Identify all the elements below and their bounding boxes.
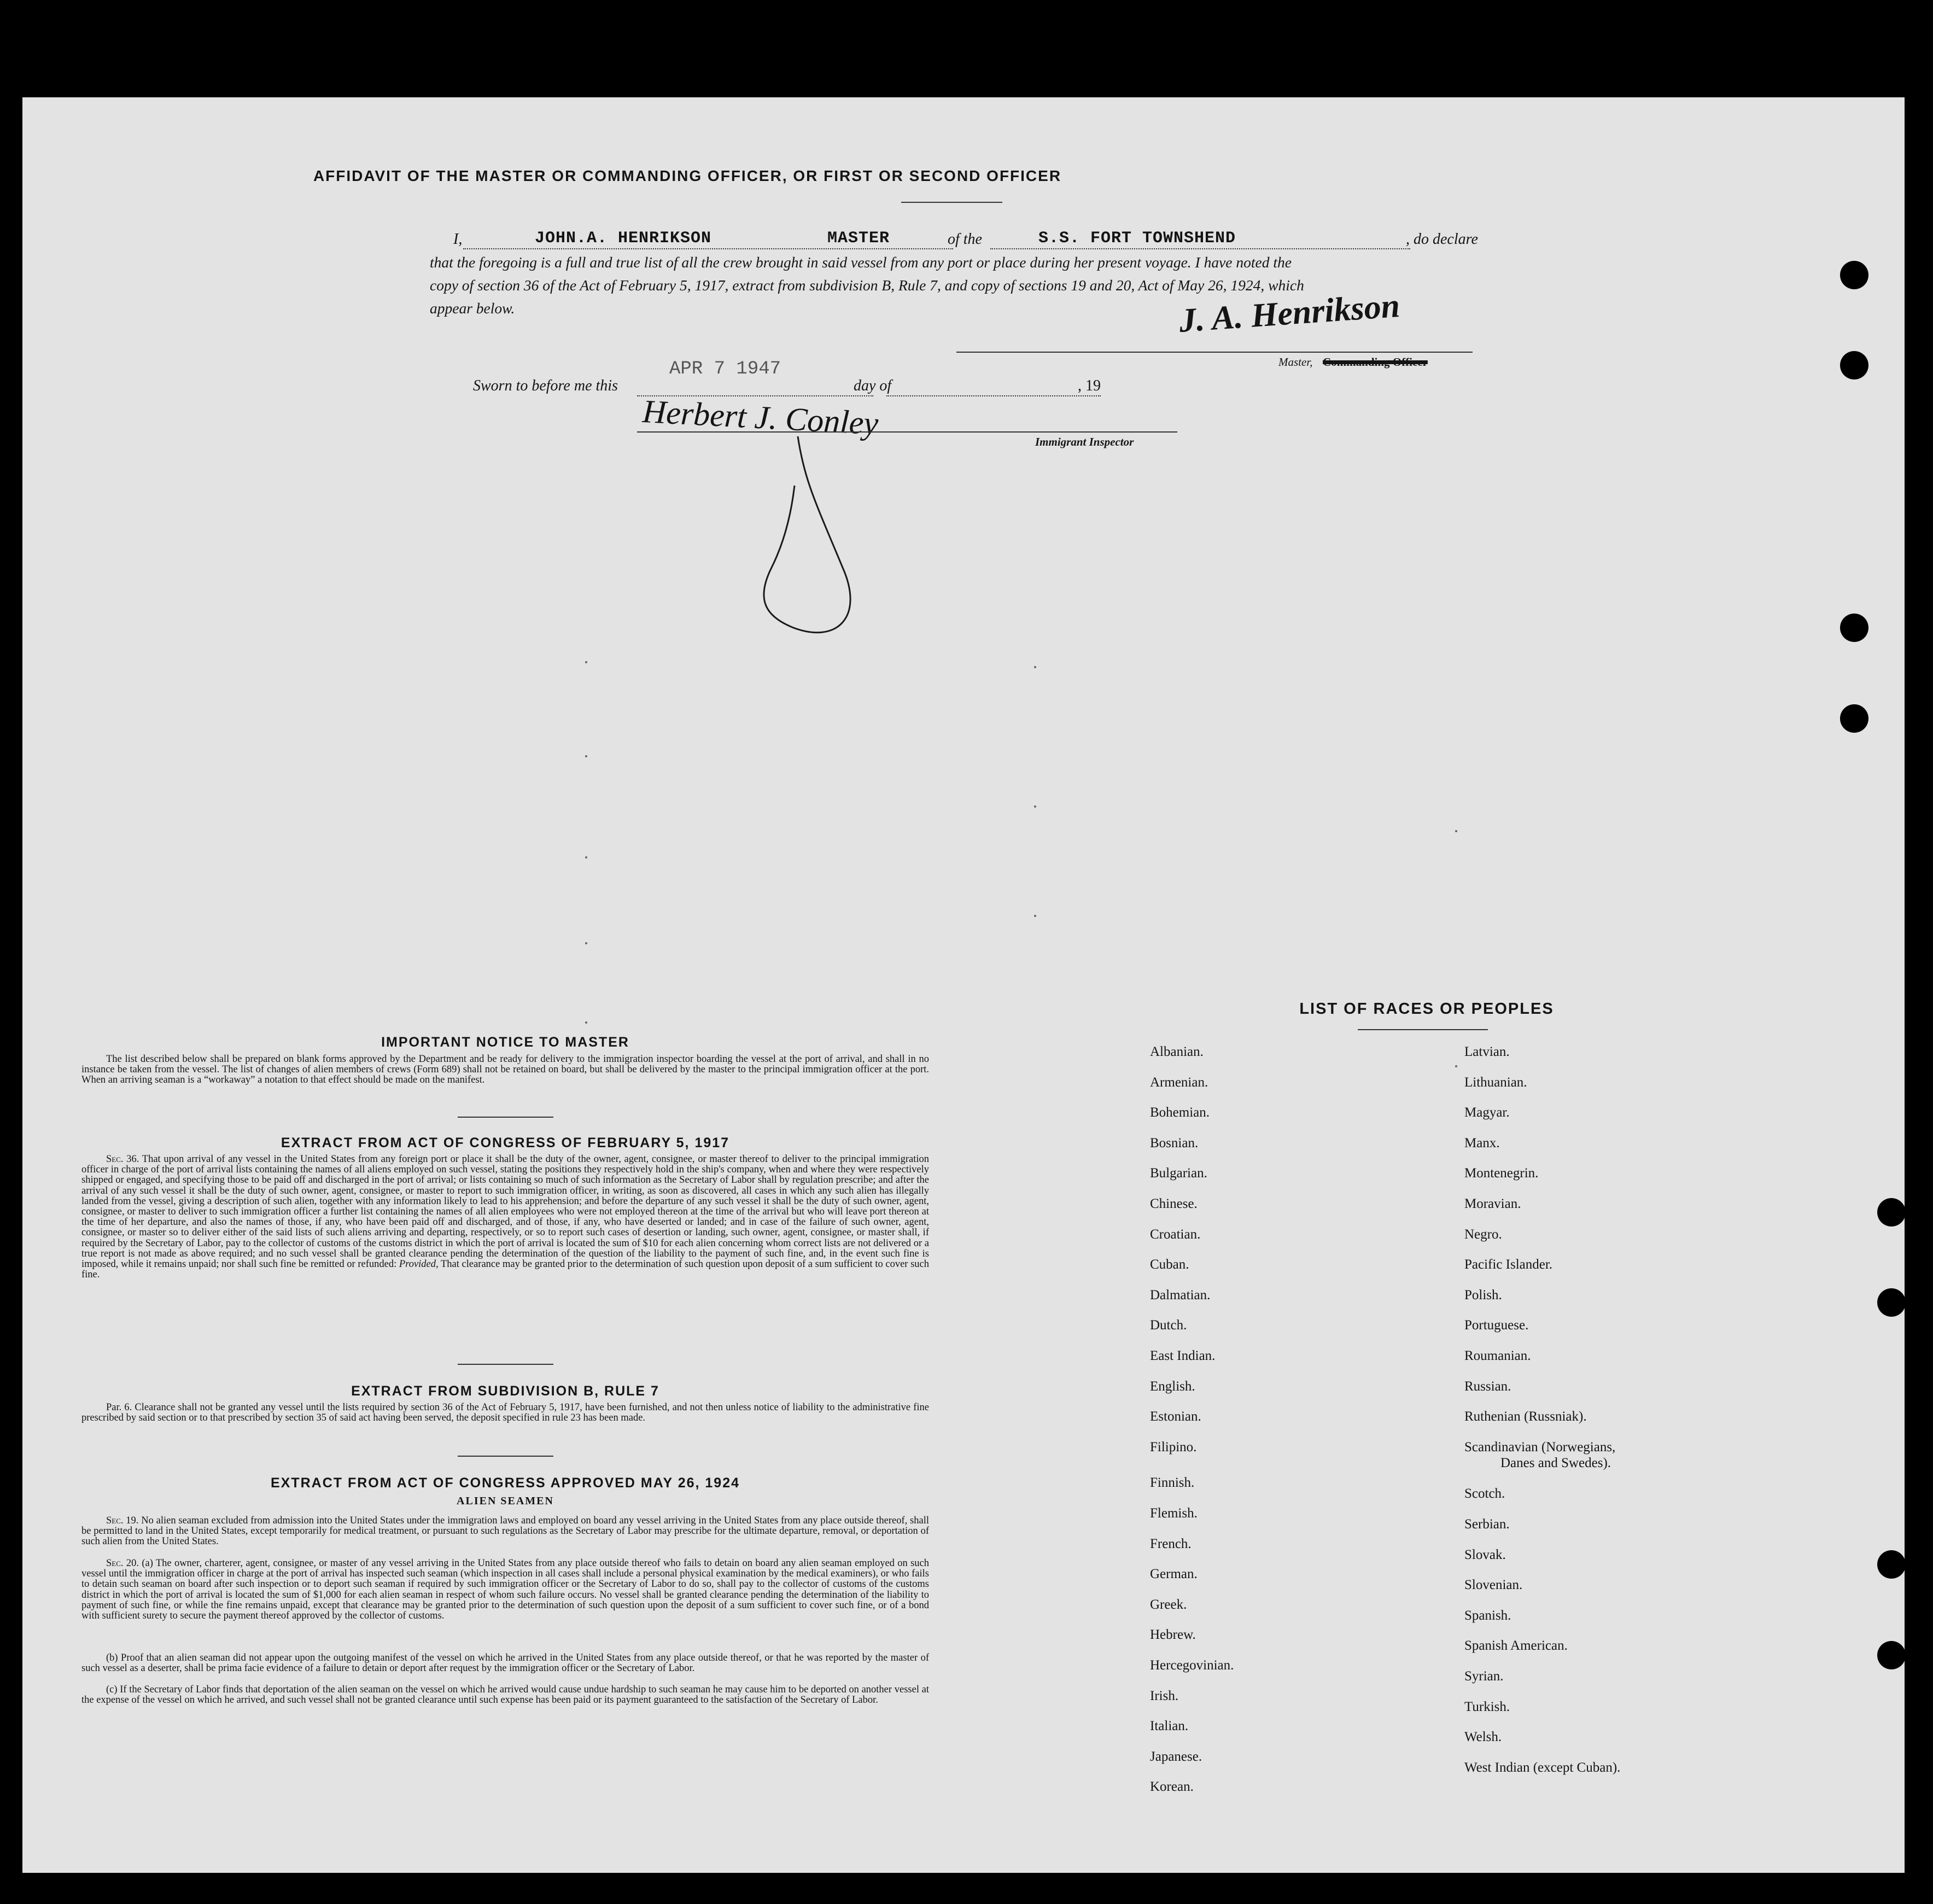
notice-rule bbox=[458, 1117, 553, 1118]
race-item: Pacific Islander. bbox=[1464, 1257, 1553, 1272]
race-item: Spanish American. bbox=[1464, 1638, 1568, 1654]
sec-20a-text bbox=[81, 1558, 929, 1621]
race-item: Flemish. bbox=[1150, 1506, 1198, 1521]
rule-7-title: EXTRACT FROM SUBDIVISION B, RULE 7 bbox=[351, 1383, 659, 1399]
race-item: Bohemian. bbox=[1150, 1105, 1210, 1120]
sec-36-text-end: That clearance may be granted prior to the determination of such question upon deposit of a sum sufficient to cover such fine. bbox=[81, 1259, 930, 1281]
binder-hole bbox=[1840, 261, 1868, 289]
race-item: Filipino. bbox=[1150, 1439, 1197, 1455]
alien-seamen-subtitle: ALIEN SEAMEN bbox=[457, 1495, 554, 1507]
race-item: Manx. bbox=[1464, 1135, 1500, 1150]
title-rule bbox=[901, 202, 1002, 203]
race-item: Irish. bbox=[1150, 1688, 1179, 1703]
race-item: Lithuanian. bbox=[1464, 1074, 1527, 1090]
race-item: Polish. bbox=[1464, 1287, 1502, 1303]
sec-36-label: Sec. 36. bbox=[106, 1154, 139, 1165]
race-item: Finnish. bbox=[1150, 1475, 1195, 1491]
race-item: Welsh. bbox=[1464, 1730, 1502, 1745]
race-item: Moravian. bbox=[1464, 1196, 1521, 1211]
inspector-caption: Immigrant Inspector bbox=[1035, 435, 1134, 448]
sec-20-label: Sec. 20. bbox=[106, 1558, 139, 1569]
binder-hole bbox=[1840, 351, 1868, 379]
dot bbox=[585, 661, 587, 663]
extract-1917-title: EXTRACT FROM ACT OF CONGRESS OF FEBRUARY 5, 1917 bbox=[281, 1135, 730, 1150]
binder-hole bbox=[1877, 1550, 1906, 1579]
race-item: Spanish. bbox=[1464, 1608, 1511, 1623]
dot bbox=[1034, 666, 1036, 668]
race-item: Greek. bbox=[1150, 1597, 1187, 1612]
master-name: JOHN.A. HENRIKSON bbox=[535, 229, 712, 248]
race-item: Negro. bbox=[1464, 1226, 1502, 1242]
dot bbox=[585, 856, 587, 858]
affidavit-line-4: appear below. bbox=[430, 300, 515, 317]
race-item: West Indian (except Cuban). bbox=[1464, 1760, 1621, 1775]
notice-title: IMPORTANT NOTICE TO MASTER bbox=[381, 1035, 629, 1050]
race-item: Serbian. bbox=[1464, 1517, 1510, 1532]
notice-text: The list described below shall be prepared on blank forms approved by the Department and be ready for delivery to the immigration inspector boarding the vessel at the port of arrival, and shall in no instance be taken from the vessel. The list of changes of alien members of crews (Form 689) shall not be retained on board, but shall be delivered by the master to the principal immigration officer at the port. When an arriving seaman is a “workaway” a notation to that effect should be made on the manifest. bbox=[81, 1054, 929, 1086]
declare-label: , do declare bbox=[1406, 231, 1478, 248]
race-item: Syrian. bbox=[1464, 1669, 1504, 1684]
affidavit-title: AFFIDAVIT OF THE MASTER OR COMMANDING OFFICER, OR FIRST OR SECOND OFFICER bbox=[313, 167, 1062, 184]
dot bbox=[585, 942, 587, 944]
dot bbox=[1455, 830, 1457, 832]
binder-hole bbox=[1877, 1288, 1906, 1317]
binder-hole bbox=[1877, 1641, 1906, 1669]
master-signature-line bbox=[956, 352, 1473, 353]
sec-20a-body: (a) The owner, charterer, agent, consignee, or master of any vessel arriving in the United States from any place outside thereof who fails to detain on board any alien seaman employed on such vessel until the immigration officer in charge at the port of arrival has inspected such seaman (which inspection in all cases shall include a personal physical examination by the medical examiners), or who fails to detain such seaman on board after such inspection or to deport such seaman if required by such immigration officer or the Secretary of Labor to do so, shall pay to the collector of customs of the customs district in which the port of arrival is located the sum of $1,000 for each alien seaman in respect of whom such failure occurs. No vessel shall be granted clearance pending the determination of the liability to payment of such fine, or while the fine remains unpaid, except that clearance may be granted prior to the determination of such question upon the deposit of a sum sufficient to cover such fine, or of a bond with sufficient surety to secure the payment thereof approved by the collector of customs. bbox=[81, 1558, 930, 1622]
race-item: Ruthenian (Russniak). bbox=[1464, 1409, 1587, 1424]
race-item: Korean. bbox=[1150, 1779, 1194, 1795]
binder-hole bbox=[1840, 614, 1868, 642]
race-item: Portuguese. bbox=[1464, 1318, 1529, 1333]
race-item: Roumanian. bbox=[1464, 1348, 1531, 1363]
extract-1917-text bbox=[81, 1154, 929, 1280]
vessel-line bbox=[990, 248, 1410, 249]
master-signature: J. A. Henrikson bbox=[1178, 287, 1401, 340]
race-item: Albanian. bbox=[1150, 1044, 1204, 1059]
rule-7-rule bbox=[458, 1456, 553, 1457]
of-the-label: of the bbox=[948, 231, 982, 248]
vessel-name: S.S. FORT TOWNSHEND bbox=[1038, 229, 1236, 248]
dot bbox=[1034, 915, 1036, 917]
master-caption: Master, bbox=[1278, 355, 1313, 369]
races-rule bbox=[1358, 1029, 1488, 1030]
race-item: Turkish. bbox=[1464, 1699, 1510, 1714]
signature-flourish bbox=[733, 436, 875, 666]
sec-19-text bbox=[81, 1516, 929, 1547]
document-sheet bbox=[22, 97, 1905, 1873]
day-of-label: day of bbox=[854, 377, 892, 394]
sec-19-body: No alien seaman excluded from admission into the United States under the immigration laws and employed on board any vessel arriving in the United States from any place outside thereof, shall be permitted to land in the United States, except temporarily for medical treatment, or pursuant to such regulations as the Secretary of Labor may prescribe for the ultimate departure, removal, or deportation of such alien from the United States. bbox=[81, 1515, 929, 1547]
provided-label: Provided, bbox=[399, 1259, 439, 1270]
race-item: Bosnian. bbox=[1150, 1135, 1199, 1150]
date-stamp: APR 7 1947 bbox=[669, 359, 781, 379]
binder-hole bbox=[1877, 1198, 1906, 1226]
sec-20b-text: (b) Proof that an alien seaman did not appear upon the outgoing manifest of the vessel on which he arrived in the United States from any place outside thereof, or that he was reported by the master of such vessel as a deserter, shall be prima facie evidence of a failure to detain or deport after request by the immigration officer or the Secretary of Labor. bbox=[81, 1652, 929, 1674]
race-item: Japanese. bbox=[1150, 1749, 1202, 1764]
inspector-signature-line bbox=[637, 431, 1177, 433]
race-item: Latvian. bbox=[1464, 1044, 1510, 1059]
race-item: Croatian. bbox=[1150, 1226, 1201, 1242]
race-item: Slovak. bbox=[1464, 1547, 1506, 1562]
race-item: Hercegovinian. bbox=[1150, 1658, 1234, 1673]
master-caption-struck: Commanding Officer bbox=[1323, 355, 1428, 369]
race-item: English. bbox=[1150, 1379, 1195, 1394]
races-title: LIST OF RACES OR PEOPLES bbox=[1299, 1000, 1554, 1018]
sec-20c-text: (c) If the Secretary of Labor finds that deportation of the alien seaman on the vessel on which he arrived would cause undue hardship to such seaman he may cause him to be deported on another vessel at the expense of the vessel on which he arrived, and such vessel shall not be granted clearance until such expense has been paid or its payment guaranteed to the satisfaction of the Secretary of Labor. bbox=[81, 1684, 929, 1706]
inspector-signature: Herbert J. Conley bbox=[641, 393, 879, 442]
rule-7-text: Par. 6. Clearance shall not be granted any vessel until the lists required by section 36 of the Act of February 5, 1917, have been furnished, and not then unless notice of liability to the administrative fine prescribed by said section or to that prescribed by section 35 of said act having been served, the deposit specified in rule 23 has been made. bbox=[81, 1402, 929, 1424]
name-line bbox=[463, 248, 953, 249]
binder-hole bbox=[1840, 704, 1868, 733]
race-item: Montenegrin. bbox=[1464, 1166, 1539, 1181]
affidavit-line-3: copy of section 36 of the Act of February 5, 1917, extract from subdivision B, Rule 7, and copy of sections 19 and 20, Act of May 26, 1924, which bbox=[430, 277, 1304, 294]
race-item: Dutch. bbox=[1150, 1318, 1187, 1333]
race-item: Magyar. bbox=[1464, 1105, 1510, 1120]
race-item: Slovenian. bbox=[1464, 1578, 1523, 1593]
race-item: German. bbox=[1150, 1567, 1198, 1582]
race-scandinavian-continued: Danes and Swedes). bbox=[1500, 1456, 1611, 1470]
race-item: Armenian. bbox=[1150, 1074, 1208, 1090]
affidavit-line-2: that the foregoing is a full and true list of all the crew brought in said vessel from any port or place during her present voyage. I have noted the bbox=[430, 254, 1292, 271]
race-item: French. bbox=[1150, 1536, 1192, 1551]
race-item: Scandinavian (Norwegians, bbox=[1464, 1439, 1616, 1455]
dot bbox=[1455, 1065, 1457, 1067]
sec-36-text: That upon arrival of any vessel in the United States from any foreign port or place it shall be the duty of the owner, agent, consignee, or master thereof to deliver to the principal immigration officer in charge of the port of arrival lists containing the names of all aliens employed on such vessel, stating the positions they respectively hold in the ship's company, when and where they were respectively shipped or engaged, and specifying those to be paid off and discharged in the port of arrival; or lists containing so much of such information as the Secretary of Labor shall by regulation prescribe; and after the arrival of any such vessel it shall be the duty of such owner, agent, consignee, or master to report to such immigration officer, in writing, as soon as discovered, all cases in which any such alien has illegally landed from the vessel, giving a description of such alien, together with any information likely to lead to his apprehension; and before the departure of any such vessel it shall be the duty of such owner, agent, consignee, or master to deliver to such immigration officer a further list containing the names of all alien employees who were not employed thereon at the time of the arrival but who will leave port thereon at the time of her departure, and also the names of those, if any, who have been paid off and discharged, and of those, if any, who have deserted or landed; and in case of the failure of such owner, agent, consignee, or master so to deliver either of the said lists of such aliens arriving and departing, respectively, or so to report such cases of desertion or landing, such owner, agent, consignee, or master shall, if required by the Secretary of Labor, pay to the collector of customs of the customs district in which the port of arrival is located the sum of $10 for each alien concerning whom correct lists are not delivered or a true report is not made as above required; and no such vessel shall be granted clearance pending the determination of the question of the liability to the payment of such fine, and, in the event such fine is imposed, while it remains unpaid; nor shall such fine be remitted or refunded: bbox=[81, 1154, 930, 1270]
race-item: Hebrew. bbox=[1150, 1627, 1196, 1643]
i-label: I, bbox=[453, 231, 463, 248]
dot bbox=[1034, 805, 1036, 808]
sworn-label: Sworn to before me this bbox=[473, 377, 618, 394]
dot bbox=[585, 755, 587, 757]
dot bbox=[585, 1021, 587, 1024]
race-item: Estonian. bbox=[1150, 1409, 1201, 1424]
sworn-month-line bbox=[886, 395, 1101, 396]
extract-1924-title: EXTRACT FROM ACT OF CONGRESS APPROVED MAY 26, 1924 bbox=[270, 1475, 740, 1491]
race-item: Cuban. bbox=[1150, 1257, 1189, 1272]
year-label: , 19 bbox=[1078, 377, 1101, 394]
extract-1917-rule bbox=[458, 1364, 553, 1365]
race-item: Chinese. bbox=[1150, 1196, 1198, 1211]
race-item: Bulgarian. bbox=[1150, 1166, 1207, 1181]
race-item: Scotch. bbox=[1464, 1486, 1505, 1502]
race-item: East Indian. bbox=[1150, 1348, 1216, 1363]
sec-19-label: Sec. 19. bbox=[106, 1515, 139, 1526]
race-item: Russian. bbox=[1464, 1379, 1511, 1394]
race-item: Italian. bbox=[1150, 1719, 1189, 1734]
master-rank: MASTER bbox=[827, 229, 890, 248]
race-item: Dalmatian. bbox=[1150, 1287, 1211, 1303]
